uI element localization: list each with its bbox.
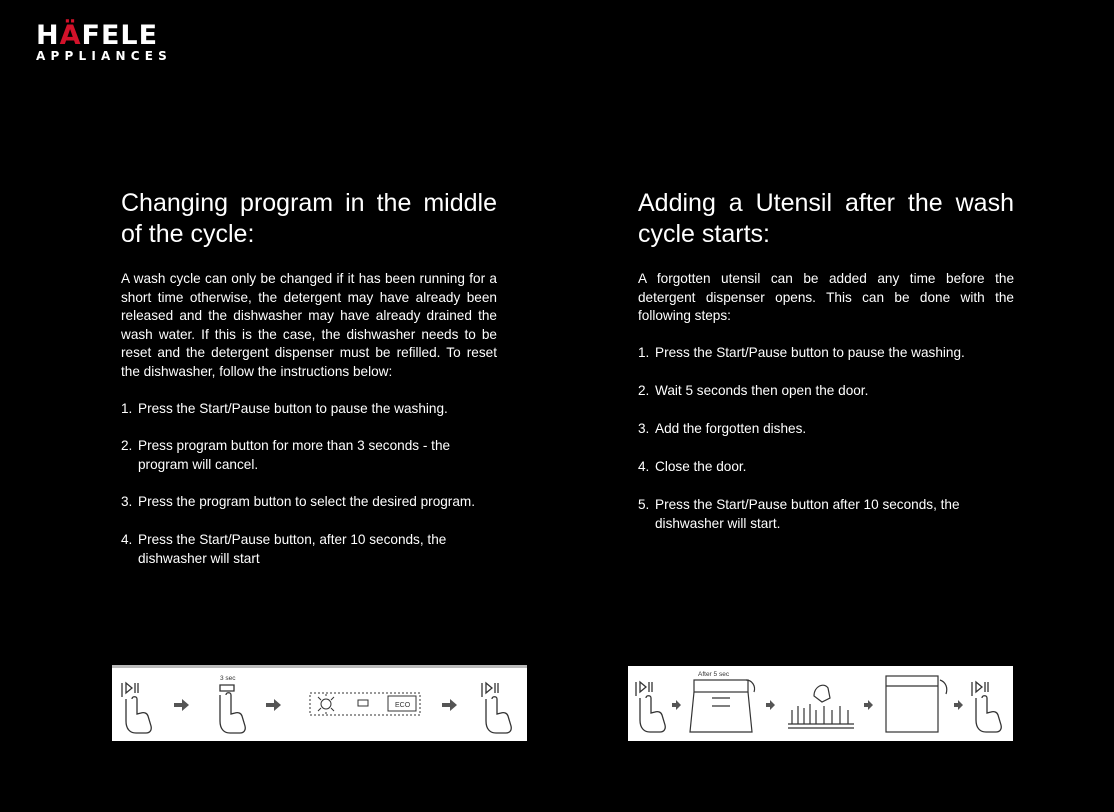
step-text: Press the Start/Pause button after 10 seconds, the dishwasher will start. (655, 497, 960, 531)
step-number: 1. (638, 344, 650, 360)
step-text: Press the Start/Pause button to pause the washing. (655, 344, 965, 360)
arrow-right-icon (442, 699, 457, 711)
steps-list (638, 344, 1014, 534)
hand-press-icon (122, 683, 151, 733)
step-number: 1. (121, 400, 133, 416)
list-item (121, 400, 497, 419)
eco-label: ECO (395, 702, 411, 709)
step-text: Close the door. (655, 459, 747, 475)
arrow-right-icon (174, 699, 189, 711)
section-intro: A wash cycle can only be changed if it has been running for a short time otherwise, the detergent may have already been released and the dishwasher may have already drained the wash water. If this is the case, the dishwasher needs to be reset and the detergent dispenser must be refilled. To reset the dishwasher, follow the instructions below: (121, 271, 497, 379)
step-number: 3. (638, 420, 650, 436)
step-text: Press the Start/Pause button to pause the washing. (138, 400, 448, 416)
step-number: 5. (638, 497, 650, 513)
step-text: Press the program button to select the desired program. (138, 494, 475, 510)
dish-rack-icon (788, 685, 854, 728)
step-text: Press program button for more than 3 seconds - the program will cancel. (138, 438, 451, 472)
step-text: Add the forgotten dishes. (655, 420, 807, 436)
brand-logo (36, 22, 172, 63)
step-number: 2. (121, 438, 133, 454)
arrow-right-icon (954, 700, 963, 710)
arrow-right-icon (766, 700, 775, 710)
list-item (121, 437, 497, 474)
step-text: Wait 5 seconds then open the door. (655, 382, 869, 398)
arrow-right-icon (266, 699, 281, 711)
step-number: 4. (638, 459, 650, 475)
diagram-reset-svg (112, 665, 527, 741)
section-adding-utensil (638, 188, 1014, 553)
brand-mark: Ä (59, 20, 82, 51)
three-sec-label: 3 sec (220, 675, 236, 682)
dishwasher-open-icon (690, 680, 755, 732)
section-changing-program (121, 188, 497, 587)
list-item (638, 344, 1014, 363)
section-intro: A forgotten utensil can be added any time before the detergent dispenser opens. This can be done with the following steps: (638, 271, 1014, 324)
step-number: 4. (121, 531, 133, 547)
diagram-reset-steps (112, 665, 527, 741)
list-item (638, 496, 1014, 533)
arrow-right-icon (672, 700, 681, 710)
hand-press-icon (972, 682, 1001, 732)
list-item (121, 493, 497, 512)
step-number: 2. (638, 382, 650, 398)
section-title: Changing program in the middle of the cycle: (121, 189, 497, 248)
section-title: Adding a Utensil after the wash cycle starts: (638, 189, 1014, 248)
diagram-add-utensil-steps (628, 666, 1013, 741)
hand-press-icon (482, 683, 511, 733)
step-number: 3. (121, 494, 133, 510)
after-5-sec-label: After 5 sec (698, 671, 730, 678)
list-item (638, 420, 1014, 439)
dishwasher-closed-icon (886, 676, 947, 732)
brand-name: HÄFELE (36, 20, 159, 51)
diagram-utensil-svg (628, 666, 1013, 741)
hand-hold-icon (220, 685, 245, 733)
step-text: Press the Start/Pause button, after 10 seconds, the dishwasher will start (138, 531, 447, 566)
hand-press-icon (636, 682, 665, 732)
list-item (638, 458, 1014, 477)
list-item (638, 382, 1014, 401)
steps-list (121, 400, 497, 569)
arrow-right-icon (864, 700, 873, 710)
brand-subtitle: APPLIANCES (36, 49, 172, 63)
list-item (121, 531, 497, 568)
